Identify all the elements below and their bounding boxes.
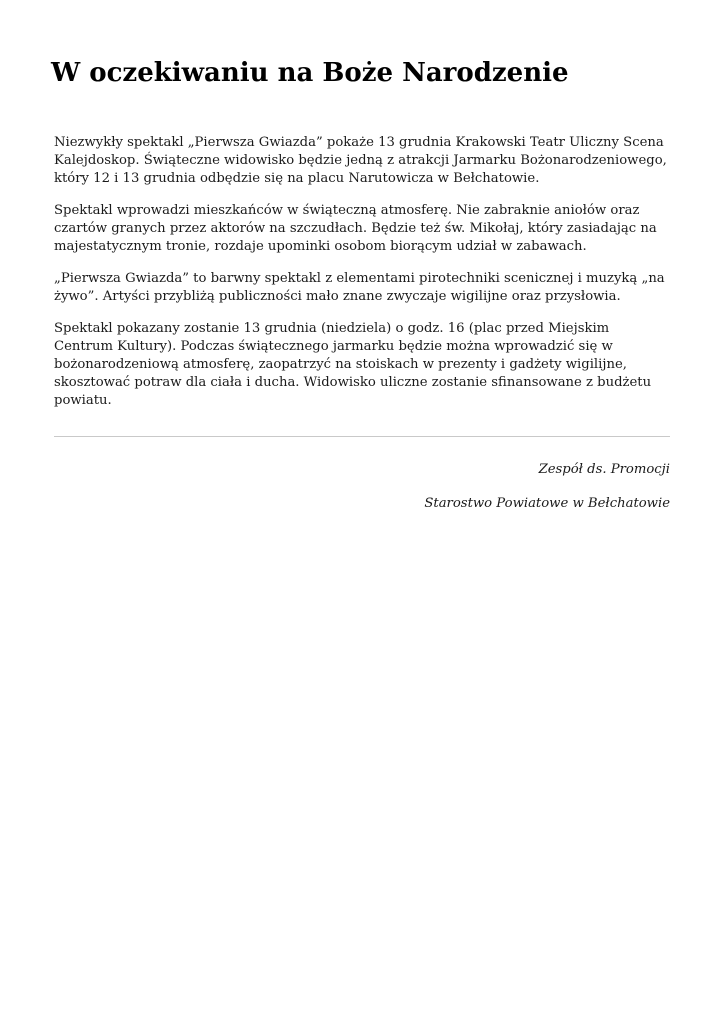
signature-author: Zespół ds. Promocji [538,462,670,477]
signature-organization: Starostwo Powiatowe w Bełchatowie [424,496,670,511]
paragraph-4: Spektakl pokazany zostanie 13 grudnia (niedziela) o godz. 16 (plac przed Miejskim Centrum Kultury). Podczas świątecznego jarmarku będzie można wprowadzić się w bożonarodzeniową atmosferę, zaopatrzyć na stoiskach w prezenty i gadżety wigilijne, skosztować potraw dla ciała i ducha. Widowisko uliczne zostanie sfinansowane z budżetu powiatu. [54,321,652,408]
article-body [54,134,670,410]
paragraph-3: „Pierwsza Gwiazda” to barwny spektakl z elementami pirotechniki scenicznej i muzyką „na żywo”. Artyści przybliżą publiczności mało znane zwyczaje wigilijne oraz przysłowia. [54,271,665,304]
paragraph-2: Spektakl wprowadzi mieszkańców w świąteczną atmosferę. Nie zabraknie aniołów oraz czartów granych przez aktorów na szczudłach. Będzie też św. Mikołaj, który zasiadając na majestatycznym tronie, rozdaje upominki osobom biorącym udział w zabawach. [54,203,657,254]
section-divider [54,436,670,437]
signature-block [54,461,670,513]
paragraph-1: Niezwykły spektakl „Pierwsza Gwiazda” pokaże 13 grudnia Krakowski Teatr Uliczny Scena Kalejdoskop. Świąteczne widowisko będzie jedną z atrakcji Jarmarku Bożonarodzeniowego, który 12 i 13 grudnia odbędzie się na placu Narutowicza w Bełchatowie. [54,135,667,186]
page-title: W oczekiwaniu na Boże Narodzenie [51,58,569,88]
document-page [51,0,670,529]
